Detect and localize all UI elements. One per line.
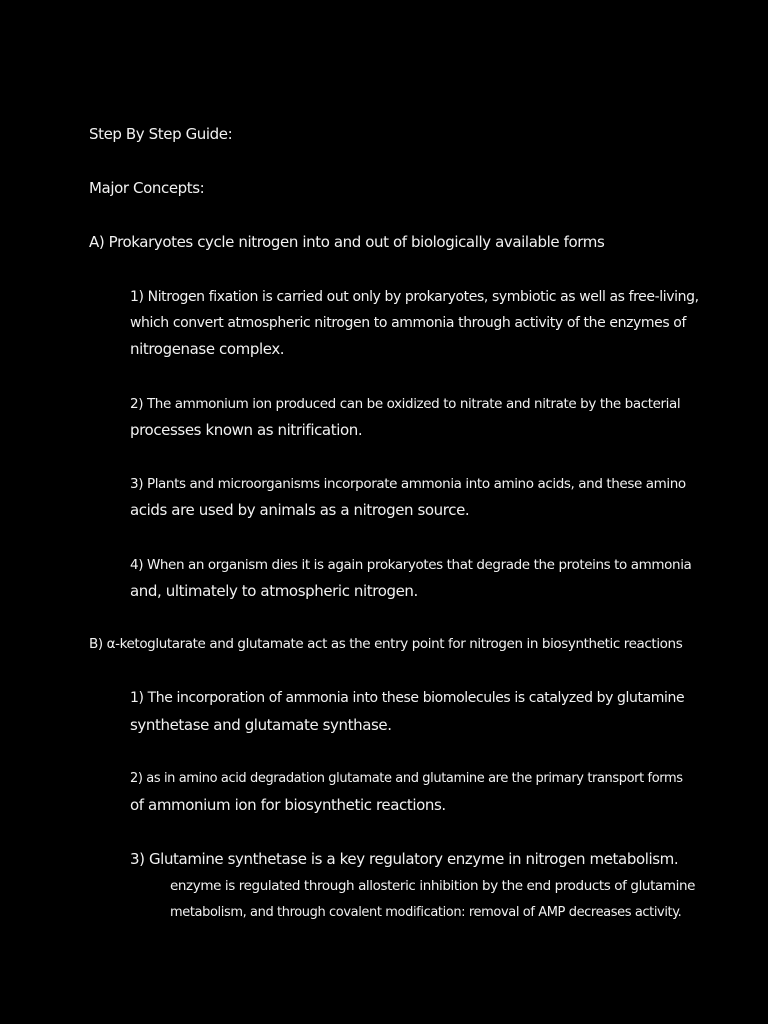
paragraph-line: 4) When an organism dies it is again prokaryotes that degrade the proteins to ammonia — [130, 557, 692, 573]
paragraph-line: of ammonium ion for biosynthetic reactions. — [130, 796, 446, 814]
paragraph-line: 1) The incorporation of ammonia into these biomolecules is catalyzed by glutamine — [130, 690, 685, 706]
paragraph-line: 3) Glutamine synthetase is a key regulatory enzyme in nitrogen metabolism. — [130, 850, 679, 868]
paragraph-line: metabolism, and through covalent modification: removal of AMP decreases activity. — [170, 905, 682, 920]
paragraph-line: 2) The ammonium ion produced can be oxidized to nitrate and nitrate by the bacterial — [130, 396, 681, 412]
section-a-title: A) Prokaryotes cycle nitrogen into and out of biologically available forms — [89, 233, 605, 251]
paragraph-line: synthetase and glutamate synthase. — [130, 716, 392, 734]
section-b-title: B) α-ketoglutarate and glutamate act as the entry point for nitrogen in biosynthetic reactions — [89, 636, 683, 652]
paragraph-line: and, ultimately to atmospheric nitrogen. — [130, 582, 418, 600]
paragraph-line: acids are used by animals as a nitrogen source. — [130, 501, 470, 519]
paragraph-line: enzyme is regulated through allosteric inhibition by the end products of glutamine — [170, 878, 696, 894]
paragraph-line: 3) Plants and microorganisms incorporate ammonia into amino acids, and these amino — [130, 476, 686, 492]
paragraph-line: 2) as in amino acid degradation glutamate and glutamine are the primary transport forms — [130, 771, 683, 786]
paragraph-line: which convert atmospheric nitrogen to ammonia through activity of the enzymes of — [130, 315, 686, 331]
major-concepts-heading: Major Concepts: — [89, 179, 205, 197]
document-heading: Step By Step Guide: — [89, 125, 233, 143]
paragraph-line: nitrogenase complex. — [130, 340, 285, 358]
paragraph-line: 1) Nitrogen fixation is carried out only by prokaryotes, symbiotic as well as free-living, — [130, 289, 699, 305]
paragraph-line: processes known as nitrification. — [130, 421, 363, 439]
